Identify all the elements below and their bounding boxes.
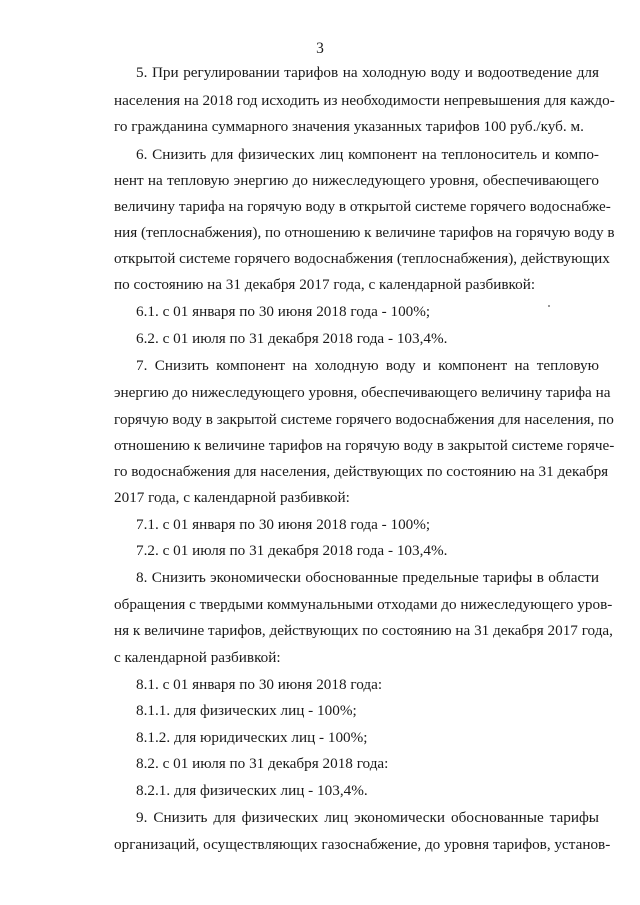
- paragraph-7-line-5: го водоснабжения для населения, действующих по состоянию на 31 декабря: [114, 463, 609, 480]
- paragraph-6-line-3: величину тарифа на горячую воду в открытой системе горячего водоснабже-: [114, 198, 611, 215]
- paragraph-5-line-3: го гражданина суммарного значения указанных тарифов 100 руб./куб. м.: [114, 118, 584, 135]
- paragraph-5-line-1: 5. При регулировании тарифов на холодную воду и водоотведение для: [136, 64, 599, 81]
- paragraph-7-line-3: горячую воду в закрытой системе горячего водоснабжения для населения, по: [114, 411, 614, 428]
- paragraph-8-line-4: с календарной разбивкой:: [114, 649, 281, 666]
- paragraph-7-line-4: отношению к величине тарифов на горячую воду в закрытой системе горяче-: [114, 437, 615, 454]
- paragraph-9-line-2: организаций, осуществляющих газоснабжение, до уровня тарифов, установ-: [114, 836, 611, 853]
- paragraph-9-line-1: 9. Снизить для физических лиц экономически обоснованные тарифы: [136, 809, 599, 826]
- paragraph-6-line-4: ния (теплоснабжения), по отношению к величине тарифов на горячую воду в: [114, 224, 615, 241]
- page-number: 3: [316, 40, 324, 57]
- list-item-6-2: 6.2. с 01 июля по 31 декабря 2018 года - 103,4%.: [136, 330, 448, 347]
- paragraph-8-line-1: 8. Снизить экономически обоснованные предельные тарифы в области: [136, 569, 599, 586]
- paragraph-6-line-6: по состоянию на 31 декабря 2017 года, с календарной разбивкой:: [114, 276, 536, 293]
- list-item-8-1: 8.1. с 01 января по 30 июня 2018 года:: [136, 676, 383, 693]
- paragraph-8-line-3: ня к величине тарифов, действующих по состоянию на 31 декабря 2017 года,: [114, 622, 613, 639]
- paragraph-7-line-2: энергию до нижеследующего уровня, обеспечивающего величину тарифа на: [114, 384, 611, 401]
- list-item-8-1-2: 8.1.2. для юридических лиц - 100%;: [136, 729, 368, 746]
- paragraph-7-line-6: 2017 года, с календарной разбивкой:: [114, 489, 350, 506]
- scan-speck: [548, 305, 550, 307]
- list-item-6-1: 6.1. с 01 января по 30 июня 2018 года - 100%;: [136, 303, 431, 320]
- paragraph-5-line-2: населения на 2018 год исходить из необходимости непревышения для каждо-: [114, 92, 615, 109]
- list-item-8-1-1: 8.1.1. для физических лиц - 100%;: [136, 702, 357, 719]
- list-item-8-2-1: 8.2.1. для физических лиц - 103,4%.: [136, 782, 368, 799]
- paragraph-8-line-2: обращения с твердыми коммунальными отходами до нижеследующего уров-: [114, 596, 613, 613]
- paragraph-6-line-5: открытой системе горячего водоснабжения (теплоснабжения), действующих: [114, 250, 610, 267]
- list-item-8-2: 8.2. с 01 июля по 31 декабря 2018 года:: [136, 755, 389, 772]
- list-item-7-1: 7.1. с 01 января по 30 июня 2018 года - 100%;: [136, 516, 431, 533]
- paragraph-6-line-1: 6. Снизить для физических лиц компонент на теплоноситель и компо-: [136, 146, 599, 163]
- paragraph-7-line-1: 7. Снизить компонент на холодную воду и компонент на тепловую: [136, 357, 599, 374]
- list-item-7-2: 7.2. с 01 июля по 31 декабря 2018 года - 103,4%.: [136, 542, 448, 559]
- paragraph-6-line-2: нент на тепловую энергию до нижеследующего уровня, обеспечивающего: [114, 172, 599, 189]
